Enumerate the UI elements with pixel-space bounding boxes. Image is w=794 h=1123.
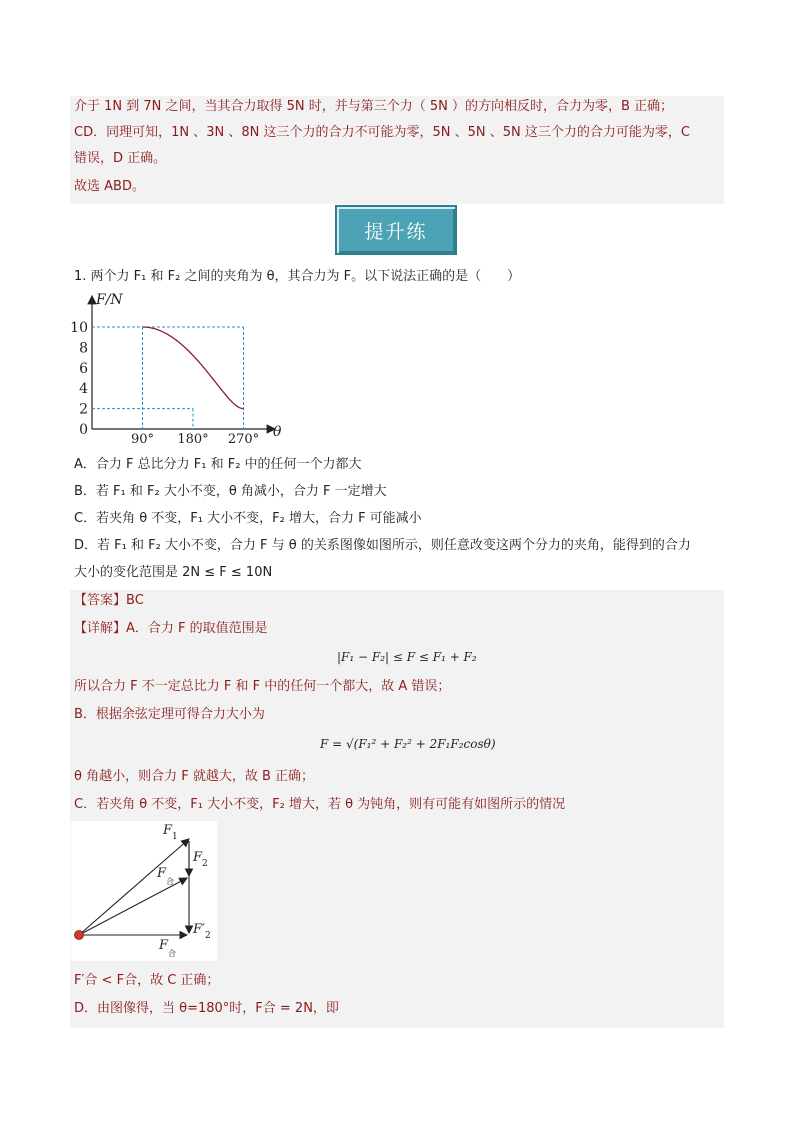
vector-diagram	[71, 821, 217, 961]
section-banner: 提升练	[335, 205, 457, 255]
top-line-3: 错误，D 正确。	[74, 151, 167, 166]
detail-b-text: B．根据余弦定理可得合力大小为	[74, 707, 265, 722]
detail-a-text: A．合力 F 的取值范围是	[126, 621, 268, 636]
x-tick-label: 90°	[130, 432, 155, 447]
option-b: B．若 F₁ 和 F₂ 大小不变，θ 角减小，合力 F 一定增大	[74, 484, 387, 499]
detail-label: 【详解】	[74, 621, 127, 636]
top-line-4: 故选 ABD。	[74, 179, 145, 194]
formula-range: |F₁ − F₂| ≤ F ≤ F₁ + F₂	[337, 650, 477, 664]
option-c: C．若夹角 θ 不变，F₁ 大小不变，F₂ 增大，合力 F 可能减小	[74, 511, 422, 526]
detail-c-text: C．若夹角 θ 不变，F₁ 大小不变，F₂ 增大，若 θ 为钝角，则有可能有如图所示的情况	[74, 797, 566, 812]
detail-a-conclusion: 所以合力 F 不一定总比力 F 和 F 中的任何一个都大，故 A 错误；	[74, 679, 451, 694]
vector-fhe	[79, 878, 187, 935]
detail-c-conclusion: F′合 < F合，故 C 正确；	[74, 973, 220, 988]
y-tick-label: 10	[70, 320, 88, 336]
data-curve	[143, 327, 244, 409]
x-tick-label: 270°	[227, 432, 260, 447]
x-tick-label: 180°	[177, 432, 209, 447]
detail-b-conclusion: θ 角越小，则合力 F 就越大，故 B 正确；	[74, 769, 315, 784]
answer-label: 【答案】	[74, 593, 127, 608]
label-f2: $F_2$	[193, 850, 208, 869]
label-fhe: $F_合$	[157, 866, 175, 886]
f-theta-graph	[70, 290, 300, 450]
answer-value: BC	[126, 593, 144, 608]
x-axis-label: θ	[273, 424, 282, 440]
label-f1: $F_1$	[163, 823, 178, 842]
top-line-2: CD．同理可知，1N 、3N 、8N 这三个力的合力不可能为零，5N 、5N 、5N 这三个力的合力可能为零，C	[74, 125, 690, 140]
y-tick-label: 8	[79, 340, 88, 357]
y-tick-label: 6	[79, 360, 88, 377]
y-tick-label: 2	[79, 401, 88, 418]
answer-line	[74, 592, 144, 610]
option-d-line2: 大小的变化范围是 2N ≤ F ≤ 10N	[74, 565, 273, 580]
option-d-line1: D．若 F₁ 和 F₂ 大小不变，合力 F 与 θ 的关系图像如图所示，则任意改变这两个分力的夹角，能得到的合力	[74, 538, 691, 553]
y-tick-label: 4	[79, 381, 88, 398]
y-axis-label: F/N	[96, 292, 123, 308]
detail-d-text: D．由图像得，当 θ=180°时，F合 = 2N，即	[74, 1001, 339, 1016]
vector-f1	[79, 839, 189, 935]
y-tick-label: 0	[79, 422, 88, 438]
detail-a-line	[74, 620, 268, 638]
formula-cosine: F = √(F₁² + F₂² + 2F₁F₂cosθ)	[320, 737, 496, 751]
top-line-1: 介于 1N 到 7N 之间，当其合力取得 5N 时，并与第三个力（ 5N ）的方向相反时，合力为零，B 正确；	[74, 99, 674, 114]
origin-dot	[75, 931, 84, 940]
label-f2-prime: $F'_2$	[193, 922, 211, 941]
option-a: A．合力 F 总比分力 F₁ 和 F₂ 中的任何一个力都大	[74, 457, 362, 472]
label-fhe-prime: $F_合$	[159, 938, 177, 958]
question-stem: 1. 两个力 F₁ 和 F₂ 之间的夹角为 θ，其合力为 F。以下说法正确的是（ ）	[74, 269, 521, 284]
